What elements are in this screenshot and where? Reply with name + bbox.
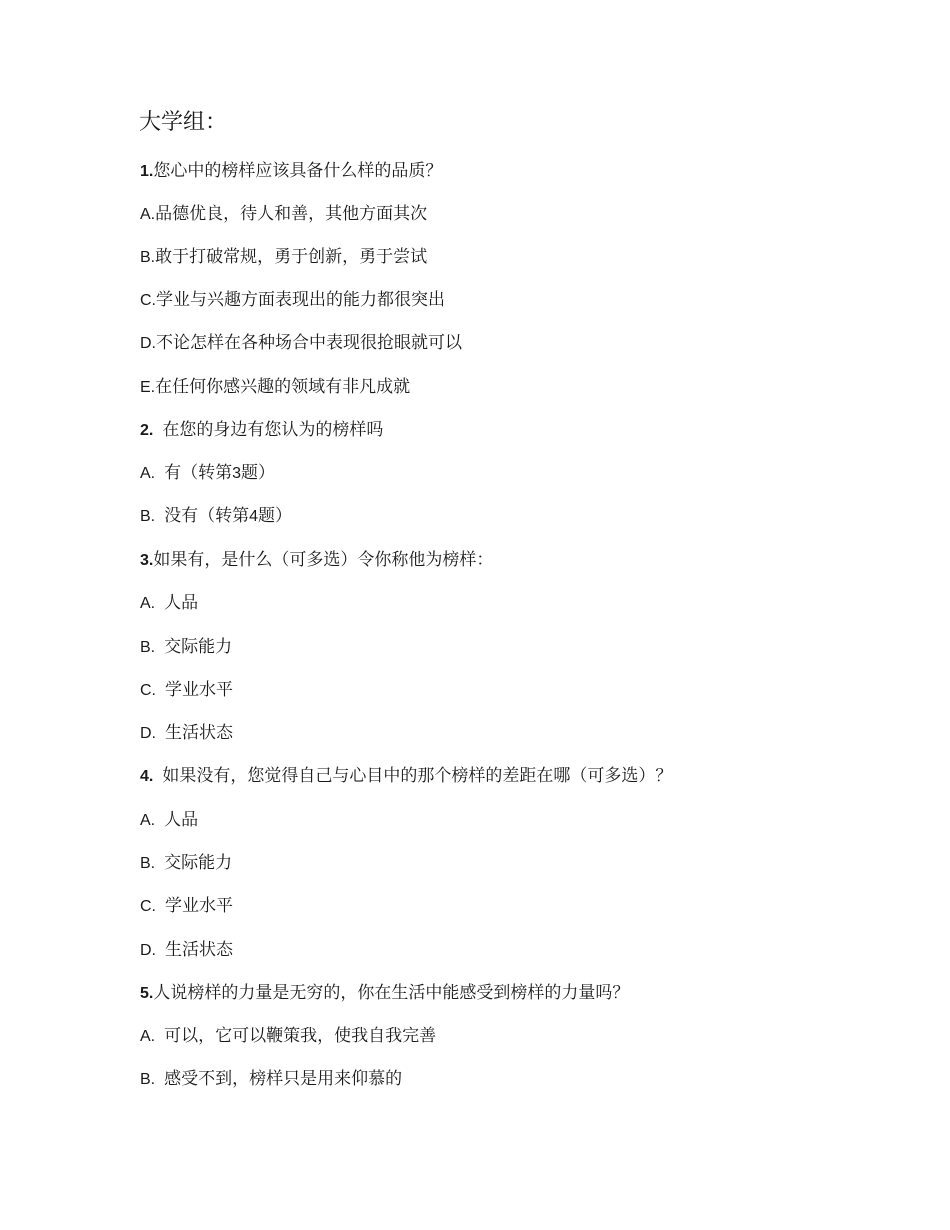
option-text: 在任何你感兴趣的领域有非凡成就 <box>155 377 411 397</box>
question-3-option-a <box>140 591 198 616</box>
question-1-option-b <box>140 245 427 270</box>
question-3-option-d <box>140 721 233 746</box>
question-4-option-d <box>140 938 233 963</box>
option-text: 人品 <box>164 810 199 830</box>
question-number: 1. <box>140 163 154 180</box>
question-4-option-c <box>140 894 233 919</box>
question-5 <box>140 981 629 1006</box>
question-text: 在您的身边有您认为的榜样吗 <box>162 420 384 440</box>
option-text: 可以，它可以鞭策我，使我自我完善 <box>164 1026 437 1046</box>
question-number: 5. <box>140 985 154 1002</box>
option-label: E. <box>140 379 156 396</box>
question-1-option-a <box>140 202 427 227</box>
question-2-option-b <box>140 504 292 529</box>
question-1-option-c <box>140 288 445 313</box>
option-text: 交际能力 <box>164 853 233 873</box>
question-number: 4. <box>140 768 154 785</box>
option-label: D. <box>140 942 156 959</box>
question-4 <box>140 764 672 789</box>
option-label: B. <box>140 508 156 525</box>
option-label: D. <box>140 335 156 352</box>
option-label: A. <box>140 812 156 829</box>
question-5-option-a <box>140 1024 436 1049</box>
option-label: C. <box>140 292 156 309</box>
question-number: 2. <box>140 422 154 439</box>
option-text: 学业与兴趣方面表现出的能力都很突出 <box>156 290 445 310</box>
option-text: 不论怎样在各种场合中表现很抢眼就可以 <box>156 333 462 353</box>
question-5-option-b <box>140 1067 402 1092</box>
option-label: B. <box>140 639 156 656</box>
option-label: A. <box>140 595 156 612</box>
question-3-option-b <box>140 635 232 660</box>
option-text: 人品 <box>164 593 199 613</box>
option-label: B. <box>140 855 156 872</box>
option-label: C. <box>140 898 156 915</box>
option-label: A. <box>140 1028 156 1045</box>
question-4-option-a <box>140 808 198 833</box>
question-1-option-e <box>140 375 410 400</box>
question-1-option-d <box>140 331 462 356</box>
question-2-option-a <box>140 461 275 486</box>
option-text: 有（转第 <box>164 463 233 483</box>
option-label: D. <box>140 725 156 742</box>
option-text: 品德优良，待人和善，其他方面其次 <box>155 204 428 224</box>
question-text: 如果没有，您觉得自己与心目中的那个榜样的差距在哪（可多选）？ <box>162 766 673 786</box>
option-label: A. <box>140 465 156 482</box>
question-number: 3. <box>140 552 154 569</box>
question-text: 如果有，是什么（可多选）令你称他为榜样： <box>153 550 494 570</box>
option-text: 生活状态 <box>165 723 233 743</box>
option-label: A. <box>140 206 156 223</box>
question-3-option-c <box>140 678 233 703</box>
option-label: B. <box>140 1071 156 1088</box>
question-3 <box>140 548 493 573</box>
option-label: B. <box>140 249 156 266</box>
option-number: 3 <box>232 465 242 482</box>
option-text: 生活状态 <box>165 940 233 960</box>
option-text: 感受不到，榜样只是用来仰慕的 <box>164 1069 403 1089</box>
option-text-end: 题） <box>258 506 293 526</box>
question-4-option-b <box>140 851 232 876</box>
option-label: C. <box>140 682 156 699</box>
option-text: 学业水平 <box>165 896 233 916</box>
option-text: 学业水平 <box>165 680 233 700</box>
question-1 <box>140 159 442 184</box>
option-text: 没有（转第 <box>164 506 250 526</box>
question-text: 人说榜样的力量是无穷的，你在生活中能感受到榜样的力量吗？ <box>153 983 630 1003</box>
question-2 <box>140 418 383 443</box>
option-text-end: 题） <box>241 463 276 483</box>
section-heading: 大学组： <box>139 110 228 135</box>
option-text: 交际能力 <box>164 637 233 657</box>
question-text: 您心中的榜样应该具备什么样的品质？ <box>153 161 443 181</box>
option-number: 4 <box>249 508 259 525</box>
option-text: 敢于打破常规，勇于创新，勇于尝试 <box>155 247 428 267</box>
